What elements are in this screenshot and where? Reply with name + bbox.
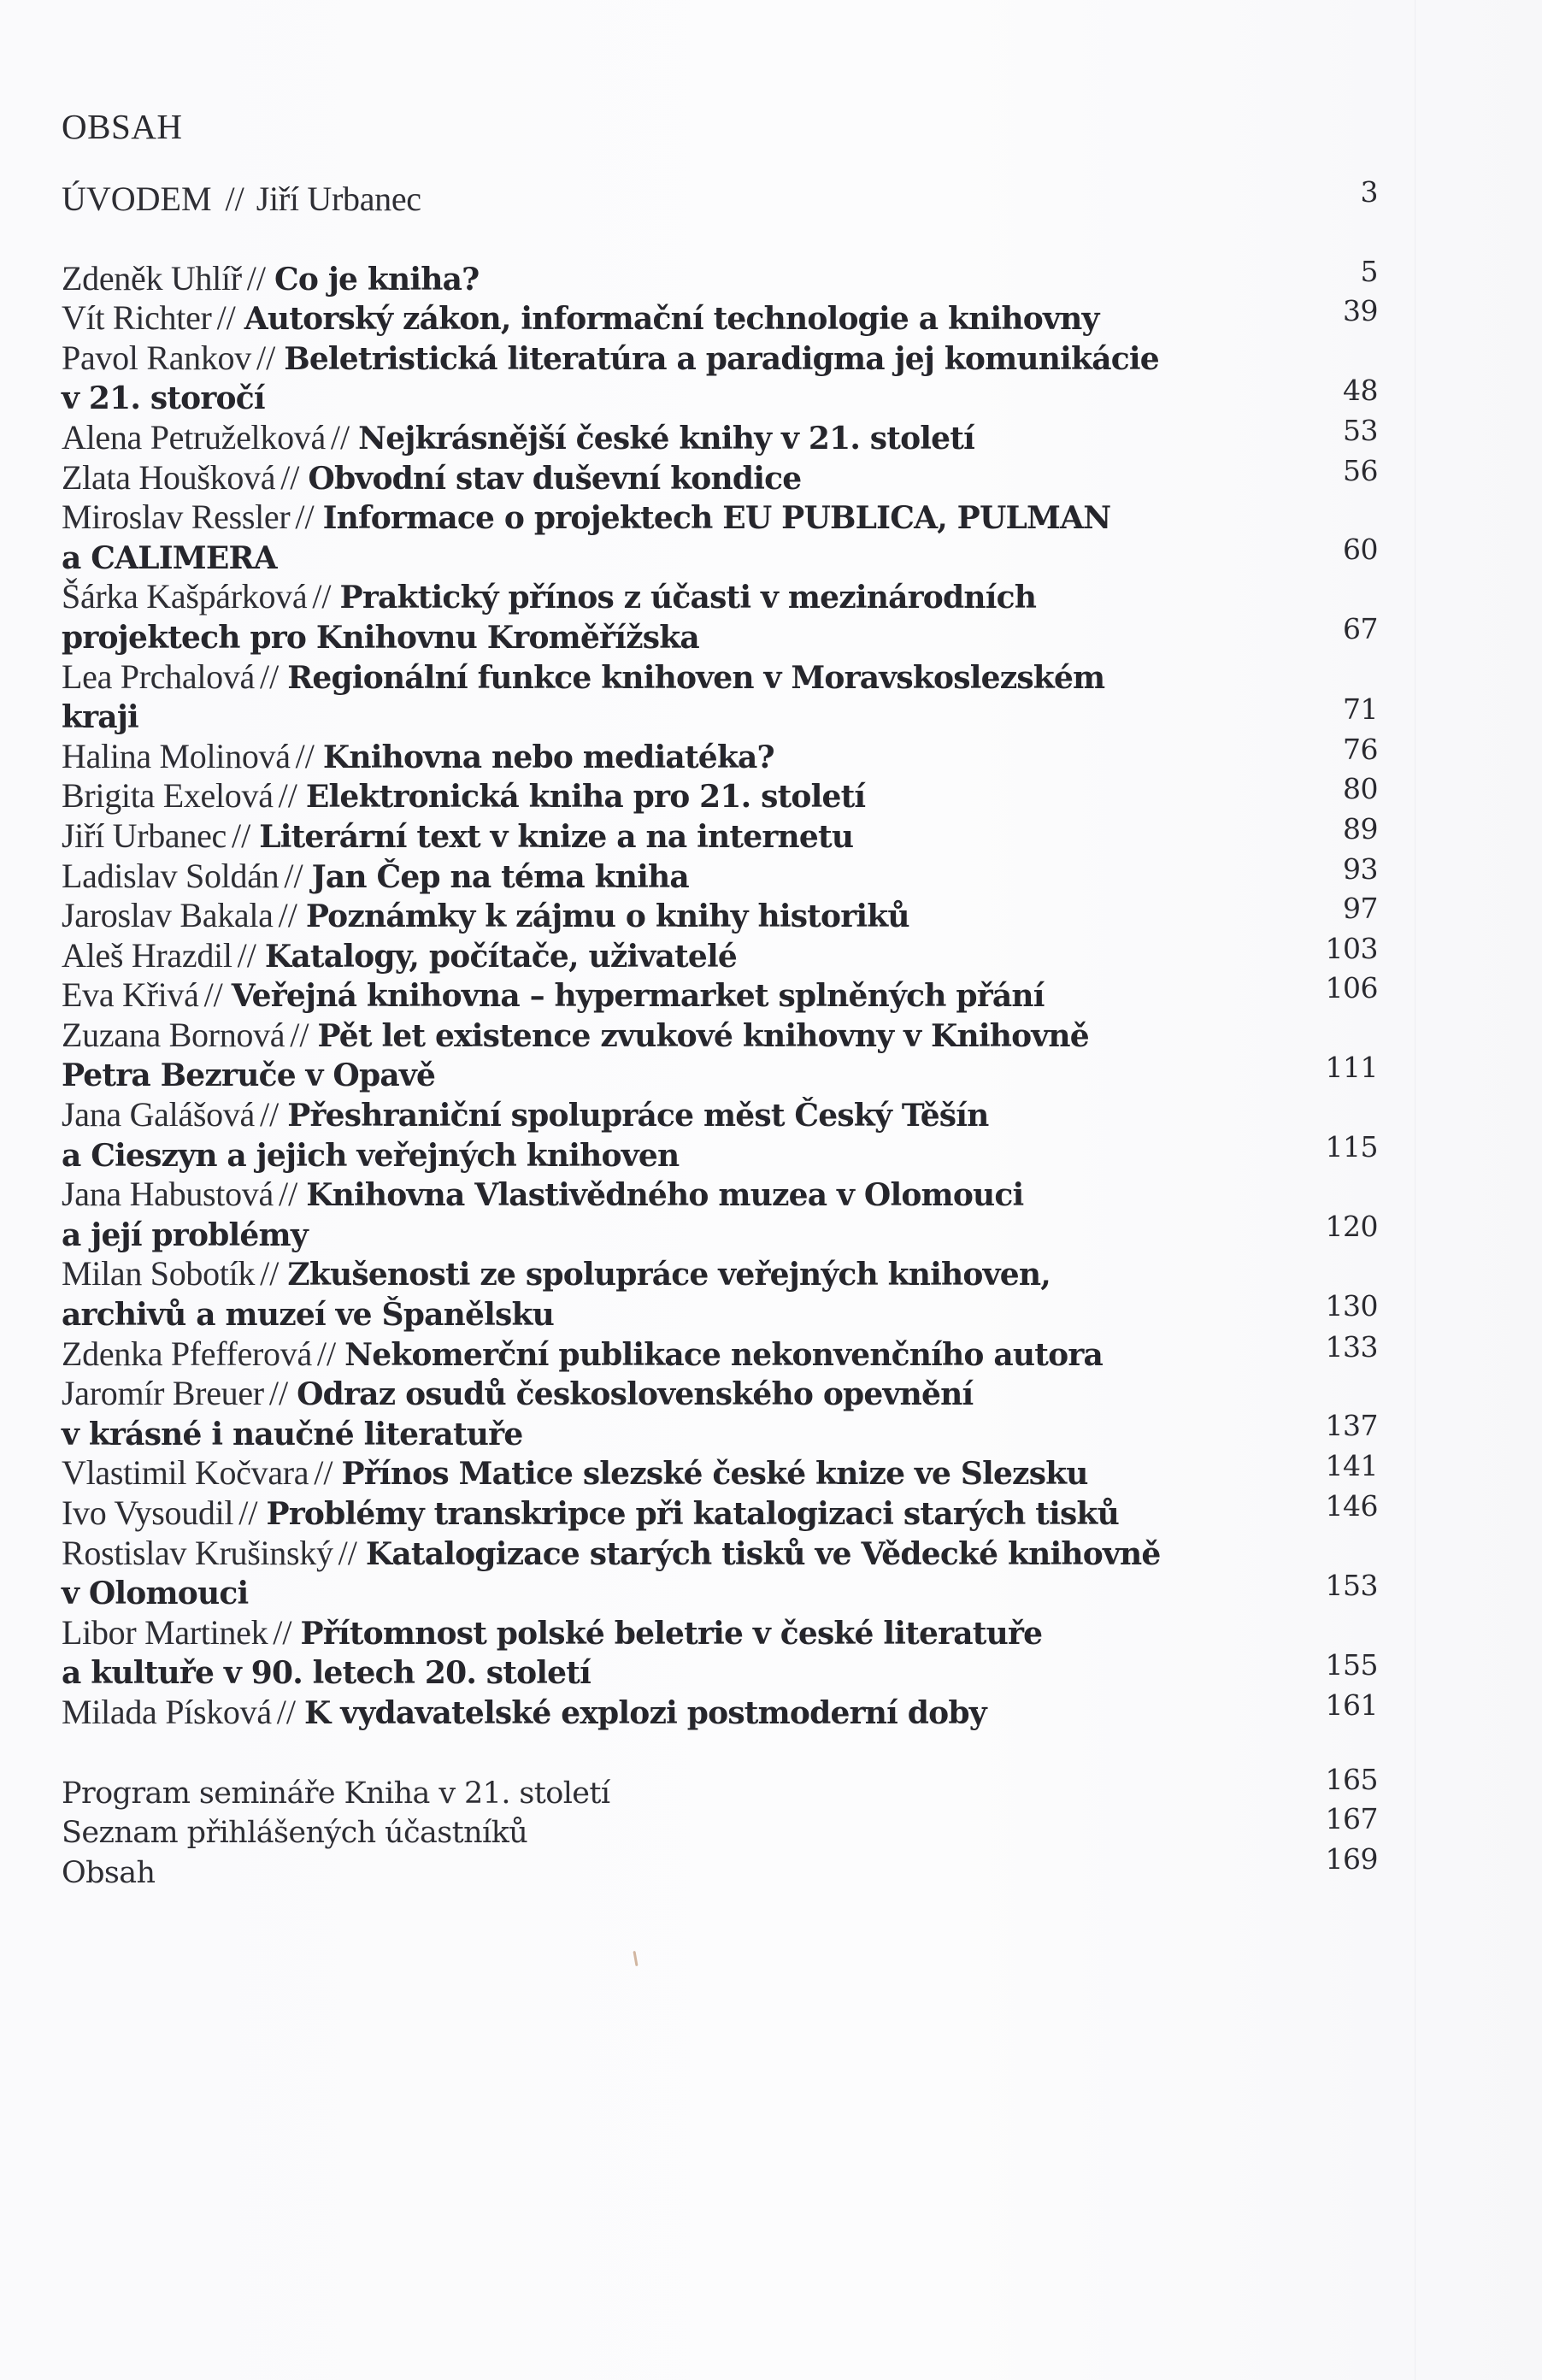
- entry-title: Obvodní stav duševní kondice: [308, 460, 802, 497]
- toc-entry[interactable]: [62, 971, 1378, 1016]
- toc-appendix: [62, 1762, 1378, 1892]
- toc-entry[interactable]: [62, 294, 1378, 339]
- entry-title: Nejkrásnější české knihy v 21. století: [358, 420, 974, 457]
- entry-author: Jiří Urbanec: [62, 816, 227, 855]
- page-number: 106: [1325, 971, 1378, 1005]
- toc-entry[interactable]: [62, 453, 1378, 498]
- separator: //: [284, 856, 303, 895]
- separator: //: [278, 776, 297, 816]
- entry-author: Ivo Vysoudil: [62, 1493, 234, 1532]
- toc-entry[interactable]: [62, 931, 1378, 976]
- entry-author: Milan Sobotík: [62, 1254, 256, 1293]
- toc-entry[interactable]: [62, 1449, 1378, 1493]
- separator: //: [295, 736, 315, 775]
- page-number: 53: [1343, 413, 1378, 447]
- toc-entry[interactable]: [62, 498, 1378, 577]
- entry-first-line: [62, 657, 1378, 698]
- entry-first-line: [62, 936, 1378, 976]
- toc-entry[interactable]: [62, 1329, 1378, 1375]
- entry-first-line: [62, 1534, 1378, 1574]
- entry-title: Autorský zákon, informační technologie a knihovny: [244, 301, 1099, 338]
- entry-first-line: [62, 816, 1378, 857]
- page-title: OBSAH: [62, 107, 183, 146]
- separator: //: [278, 896, 297, 935]
- page-number: 111: [1325, 1050, 1378, 1084]
- toc-entry[interactable]: [62, 1489, 1378, 1534]
- page-number: 153: [1325, 1568, 1378, 1602]
- entry-author: Brigita Exelová: [62, 776, 274, 816]
- toc-entry[interactable]: [62, 413, 1378, 458]
- page-number: 56: [1343, 453, 1378, 487]
- page-number: 67: [1343, 612, 1378, 646]
- separator: //: [290, 1015, 309, 1054]
- entry-author: Vlastimil Kočvara: [62, 1453, 309, 1493]
- page-number: 89: [1343, 811, 1378, 845]
- toc-entry[interactable]: [62, 1016, 1378, 1095]
- separator: //: [280, 457, 300, 497]
- appendix-label: Seznam přihlášených účastníků: [62, 1816, 528, 1851]
- page-number: 161: [1325, 1688, 1378, 1722]
- entry-title: Praktický přínos z účasti v mezinárodních: [339, 580, 1037, 616]
- entry-first-line: [62, 1453, 1378, 1493]
- page-number: 165: [1325, 1762, 1378, 1796]
- entry-continuation-line: [62, 538, 1378, 578]
- appendix-label: Obsah: [62, 1855, 156, 1890]
- appendix-label: Program semináře Kniha v 21. století: [62, 1776, 610, 1811]
- entry-first-line: [62, 339, 1378, 379]
- toc-entry[interactable]: [62, 1095, 1378, 1175]
- entry-title: Elektronická kniha pro 21. století: [305, 779, 866, 816]
- entry-first-line: [62, 857, 1378, 897]
- entry-author: Halina Molinová: [62, 736, 291, 775]
- entry-author: Pavol Rankov: [62, 338, 251, 377]
- entry-first-line: [62, 1334, 1378, 1375]
- page-number: 97: [1343, 892, 1378, 926]
- toc-entry[interactable]: [62, 577, 1378, 657]
- page-number: 169: [1325, 1841, 1378, 1876]
- appendix-line: [62, 1852, 1378, 1892]
- entry-title: Přínos Matice slezské české knize ve Slezsku: [341, 1456, 1088, 1493]
- entry-title: Katalogizace starých tisků ve Vědecké knihovně: [365, 1535, 1161, 1572]
- toc-entry[interactable]: [62, 732, 1378, 777]
- entry-title: Veřejná knihovna – hypermarket splněných přání: [231, 978, 1045, 1015]
- entry-continuation-line: [62, 1135, 1378, 1175]
- entry-author: Šárka Kašpárková: [62, 577, 308, 616]
- intro-label: ÚVODEM: [62, 180, 212, 218]
- separator: //: [273, 1612, 292, 1652]
- entry-title: Informace o projektech EU PUBLICA, PULMAN: [322, 500, 1111, 537]
- entry-title: Odraz osudů československého opevnění: [297, 1376, 974, 1413]
- entry-first-line: [62, 458, 1378, 498]
- separator: //: [237, 935, 256, 975]
- entry-continuation-line: [62, 617, 1378, 657]
- entry-author: Jaromír Breuer: [62, 1374, 264, 1413]
- entry-continuation-line: [62, 1294, 1378, 1334]
- entry-title: projektech pro Knihovnu Kroměřížska: [62, 619, 699, 656]
- separator: //: [256, 338, 276, 377]
- entry-author: Lea Prchalová: [62, 657, 255, 696]
- entry-author: Alena Petruželková: [62, 417, 326, 457]
- entry-title: Katalogy, počítače, uživatelé: [264, 938, 737, 975]
- separator: //: [216, 298, 236, 338]
- entry-author: Zdenka Pfefferová: [62, 1334, 312, 1373]
- appendix-line: [62, 1772, 1378, 1812]
- separator: //: [231, 816, 251, 855]
- entry-title: Přítomnost polské beletrie v české literatuře: [300, 1615, 1043, 1652]
- page-number: 60: [1343, 533, 1378, 567]
- separator: //: [312, 577, 332, 616]
- entry-author: Rostislav Krušinský: [62, 1533, 333, 1572]
- page-number: 39: [1343, 294, 1378, 328]
- entry-title: Knihovna nebo mediatéka?: [322, 739, 774, 775]
- toc-entry[interactable]: [62, 1688, 1378, 1733]
- separator: //: [316, 1334, 337, 1373]
- entry-title: Poznámky k zájmu o knihy historiků: [305, 898, 909, 935]
- entry-first-line: [62, 896, 1378, 936]
- entry-title: Přeshraniční spolupráce měst Český Těšín: [287, 1098, 989, 1134]
- entry-continuation-line: [62, 378, 1378, 418]
- separator: //: [260, 1095, 280, 1134]
- page-number: 146: [1325, 1489, 1378, 1523]
- entry-author: Eva Křivá: [62, 975, 199, 1015]
- entry-title: Petra Bezruče v Opavě: [62, 1057, 436, 1094]
- separator: //: [238, 1493, 258, 1532]
- entry-author: Zuzana Bornová: [62, 1015, 285, 1054]
- separator: //: [330, 417, 350, 457]
- entry-first-line: [62, 1613, 1378, 1653]
- entry-author: Jana Habustová: [62, 1175, 274, 1214]
- entry-first-line: [62, 1693, 1378, 1733]
- entry-title: Beletristická literatúra a paradigma jej komunikácie: [284, 340, 1159, 377]
- toc-entry[interactable]: [62, 1613, 1378, 1693]
- entry-title: Knihovna Vlastivědného muzea v Olomouci: [306, 1177, 1024, 1214]
- entry-title: Jan Čep na téma kniha: [311, 858, 689, 895]
- page-number: 76: [1343, 732, 1378, 766]
- toc-appendix-entry[interactable]: [62, 1841, 1378, 1892]
- entry-author: Milada Písková: [62, 1692, 272, 1731]
- separator: //: [268, 1374, 289, 1413]
- page-number: 5: [1360, 254, 1378, 288]
- entry-title: Co je kniha?: [274, 261, 480, 298]
- toc-appendix-entry[interactable]: [62, 1762, 1378, 1812]
- page-number: 167: [1325, 1802, 1378, 1836]
- paper-speck: [633, 1951, 638, 1966]
- entry-title: archivů a muzeí ve Španělsku: [62, 1297, 554, 1334]
- entry-title: Zkušenosti ze spolupráce veřejných knihoven,: [287, 1257, 1051, 1293]
- page-number: 115: [1325, 1130, 1378, 1164]
- appendix-line: [62, 1812, 1378, 1852]
- toc-entry[interactable]: [62, 254, 1378, 299]
- intro-author: Jiří Urbanec: [256, 180, 421, 218]
- entry-first-line: [62, 1095, 1378, 1135]
- separator: //: [246, 258, 267, 298]
- entry-continuation-line: [62, 1652, 1378, 1693]
- page-number: 120: [1325, 1210, 1378, 1244]
- toc-entry[interactable]: [62, 1254, 1378, 1334]
- page-number: 141: [1325, 1449, 1378, 1483]
- toc-appendix-entry[interactable]: [62, 1802, 1378, 1852]
- separator: //: [276, 1692, 297, 1731]
- entry-title: v Olomouci: [62, 1576, 249, 1612]
- entry-first-line: [62, 776, 1378, 816]
- entry-first-line: [62, 1175, 1378, 1215]
- toc-entry[interactable]: [62, 772, 1378, 816]
- entry-continuation-line: [62, 1215, 1378, 1255]
- toc-entries: [62, 254, 1378, 1733]
- entry-author: Zlata Houšková: [62, 457, 276, 497]
- entry-author: Jaroslav Bakala: [62, 896, 274, 935]
- entry-continuation-line: [62, 1414, 1378, 1454]
- toc-entry[interactable]: [62, 1534, 1378, 1613]
- entry-title: a její problémy: [62, 1217, 308, 1253]
- page-number: 130: [1325, 1289, 1378, 1323]
- separator: //: [314, 1453, 333, 1493]
- entry-title: K vydavatelské explozi postmoderní doby: [304, 1694, 986, 1731]
- page-number: 137: [1325, 1409, 1378, 1443]
- entry-title: Regionální funkce knihoven v Moravskoslezském: [287, 659, 1105, 696]
- page-number: 133: [1325, 1329, 1378, 1364]
- toc-entry[interactable]: [62, 811, 1378, 857]
- toc-entry[interactable]: [62, 657, 1378, 737]
- toc-intro-entry[interactable]: [62, 175, 1378, 220]
- page-number: 3: [1360, 175, 1378, 209]
- separator: //: [278, 1175, 298, 1214]
- entry-author: Libor Martinek: [62, 1612, 268, 1652]
- separator: //: [225, 180, 244, 218]
- entry-author: Ladislav Soldán: [62, 856, 280, 895]
- entry-title: Literární text v knize a na internetu: [259, 818, 854, 855]
- entry-first-line: [62, 737, 1378, 777]
- entry-first-line: [62, 1254, 1378, 1294]
- entry-first-line: [62, 418, 1378, 458]
- entry-author: Aleš Hrazdil: [62, 935, 232, 975]
- entry-first-line: [62, 1374, 1378, 1414]
- entry-first-line: [62, 498, 1378, 538]
- separator: //: [295, 498, 315, 537]
- entry-continuation-line: [62, 1055, 1378, 1095]
- entry-first-line: [62, 298, 1378, 339]
- entry-title: Nekomerční publikace nekonvenčního autora: [344, 1336, 1104, 1373]
- separator: //: [259, 657, 280, 696]
- entry-title: v krásné i naučné literatuře: [62, 1416, 523, 1452]
- entry-first-line: [62, 577, 1378, 617]
- entry-title: Problémy transkripce při katalogizaci starých tisků: [266, 1496, 1119, 1532]
- toc-entry[interactable]: [62, 1175, 1378, 1254]
- entry-first-line: [62, 1493, 1378, 1534]
- page-number: 80: [1343, 772, 1378, 806]
- page-number: 48: [1343, 373, 1378, 407]
- entry-title: kraji: [62, 699, 138, 736]
- toc-entry[interactable]: [62, 339, 1378, 418]
- entry-title: v 21. storočí: [62, 380, 265, 417]
- entry-author: Zdeněk Uhlíř: [62, 258, 242, 298]
- separator: //: [338, 1533, 357, 1572]
- entry-title: a Cieszyn a jejich veřejných knihoven: [62, 1137, 680, 1174]
- entry-title: Pět let existence zvukové knihovny v Knihovně: [317, 1017, 1089, 1054]
- entry-first-line: [62, 259, 1378, 299]
- page-number: 155: [1325, 1647, 1378, 1682]
- page-number: 93: [1343, 851, 1378, 886]
- separator: //: [203, 975, 223, 1015]
- entry-continuation-line: [62, 697, 1378, 737]
- entry-title: a kultuře v 90. letech 20. století: [62, 1655, 591, 1692]
- page-number: 71: [1343, 692, 1378, 726]
- toc-entry[interactable]: [62, 851, 1378, 897]
- entry-title: a CALIMERA: [62, 539, 277, 576]
- entry-first-line: [62, 1016, 1378, 1056]
- entry-author: Vít Richter: [62, 298, 212, 338]
- toc-entry[interactable]: [62, 1374, 1378, 1453]
- entry-continuation-line: [62, 1573, 1378, 1613]
- toc-entry[interactable]: [62, 892, 1378, 936]
- entry-first-line: [62, 975, 1378, 1016]
- entry-author: Jana Galášová: [62, 1095, 256, 1134]
- entry-author: Miroslav Ressler: [62, 498, 291, 537]
- separator: //: [260, 1254, 280, 1293]
- page-number: 103: [1325, 931, 1378, 965]
- table-of-contents: [62, 175, 1378, 1891]
